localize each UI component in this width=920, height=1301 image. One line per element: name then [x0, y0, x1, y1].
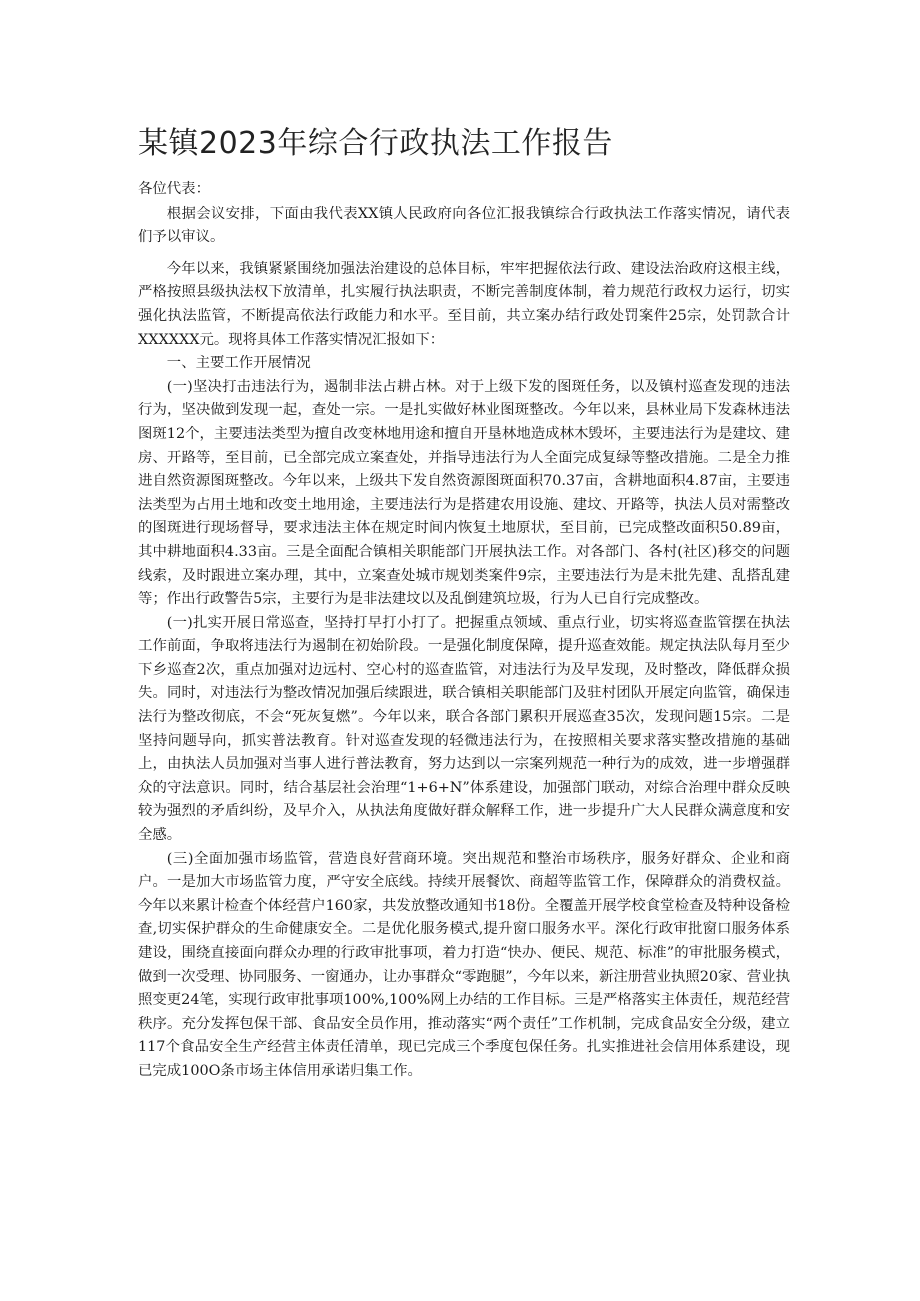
paragraph-intro: 根据会议安排，下面由我代表XX镇人民政府向各位汇报我镇综合行政执法工作落实情况，请代表们予以审议。 [138, 205, 790, 246]
salutation: 各位代表： [138, 181, 210, 197]
paragraph-overview: 今年以来，我镇紧紧围绕加强法治建设的总体目标，牢牢把握依法行政、建设法治政府这根主线，严格按照县级执法权下放清单，扎实履行执法职责，不断完善制度体制，着力规范行政权力运行，切实强化执法监管，不断提高依法行政能力和水平。至目前，共立案办结行政处罚案件25宗，处罚款合计XXXXXX元。现将具体工作落实情况汇报如下： [138, 260, 790, 348]
paragraph-item-1: (一)坚决打击违法行为，遏制非法占耕占林。对于上级下发的图斑任务，以及镇村巡查发现的违法行为，坚决做到发现一起，查处一宗。一是扎实做好林业图斑整改。今年以来，县林业局下发森林违法图斑12个，主要违法类型为擅自改变林地用途和擅自开垦林地造成林木毁坏，主要违法行为是建坟、建房、开路等，至目前，已全部完成立案查处，并指导违法行为人全面完成复绿等整改措施。二是全力推进自然资源图斑整改。今年以来，上级共下发自然资源图斑面积70.37亩，含耕地面积4.87亩，主要违法类型为占用土地和改变土地用途，主要违法行为是搭建农用设施、建坟、开路等，执法人员对需整改的图斑进行现场督导，要求违法主体在规定时间内恢复土地原状，至目前，已完成整改面积50.89亩，其中耕地面积4.33亩。三是全面配合镇相关职能部门开展执法工作。对各部门、各村(社区)移交的问题线索，及时跟进立案办理，其中，立案查处城市规划类案件9宗，主要违法行为是未批先建、乱搭乱建等；作出行政警告5宗，主要行为是非法建坟以及乱倒建筑垃圾，行为人已自行完成整改。 [138, 378, 790, 608]
section-heading: 一、主要工作开展情况 [166, 355, 311, 372]
document-body [138, 178, 790, 1084]
document-title: 某镇2023年综合行政执法工作报告 [138, 126, 613, 161]
paragraph-item-2: (一)扎实开展日常巡查，坚持打早打小打了。把握重点领域、重点行业，切实将巡查监管摆在执法工作前面，争取将违法行为遏制在初始阶段。一是强化制度保障，提升巡查效能。规定执法队每月至少下乡巡查2次，重点加强对边远村、空心村的巡查监管，对违法行为及早发现，及时整改，降低群众损失。同时，对违法行为整改情况加强后续跟进，联合镇相关职能部门及驻村团队开展定向监管，确保违法行为整改彻底，不会“死灰复燃”。今年以来，联合各部门累积开展巡查35次，发现问题15宗。二是坚持问题导向，抓实普法教育。针对巡查发现的轻微违法行为，在按照相关要求落实整改措施的基础上，由执法人员加强对当事人进行普法教育，努力达到以一宗案列规范一种行为的成效，进一步增强群众的守法意识。同时，结合基层社会治理“1+6+N”体系建设，加强部门联动，对综合治理中群众反映较为强烈的矛盾纠纷，及早介入，从执法角度做好群众解释工作，进一步提升广大人民群众满意度和安全感。 [138, 614, 790, 844]
paragraph-item-3: (三)全面加强市场监管，营造良好营商环境。突出规范和整治市场秩序，服务好群众、企业和商户。一是加大市场监管力度，严守安全底线。持续开展餐饮、商超等监管工作，保障群众的消费权益。今年以来累计检查个体经营户160家，共发放整改通知书18份。全覆盖开展学校食堂检查及特种设备检查,切实保护群众的生命健康安全。二是优化服务模式,提升窗口服务水平。深化行政审批窗口服务体系建设，围绕直接面向群众办理的行政审批事项，着力打造“快办、便民、规范、标准”的审批服务模式，做到一次受理、协同服务、一窗通办，让办事群众“零跑腿”，今年以来，新注册营业执照20家、营业执照变更24笔，实现行政审批事项100%,100%网上办结的工作目标。三是严格落实主体责任，规范经营秩序。充分发挥包保干部、食品安全员作用，推动落实“两个责任”工作机制，完成食品安全分级，建立117个食品安全生产经营主体责任清单，现已完成三个季度包保任务。扎实推进社会信用体系建设，现已完成100O条市场主体信用承诺归集工作。 [138, 850, 791, 1079]
